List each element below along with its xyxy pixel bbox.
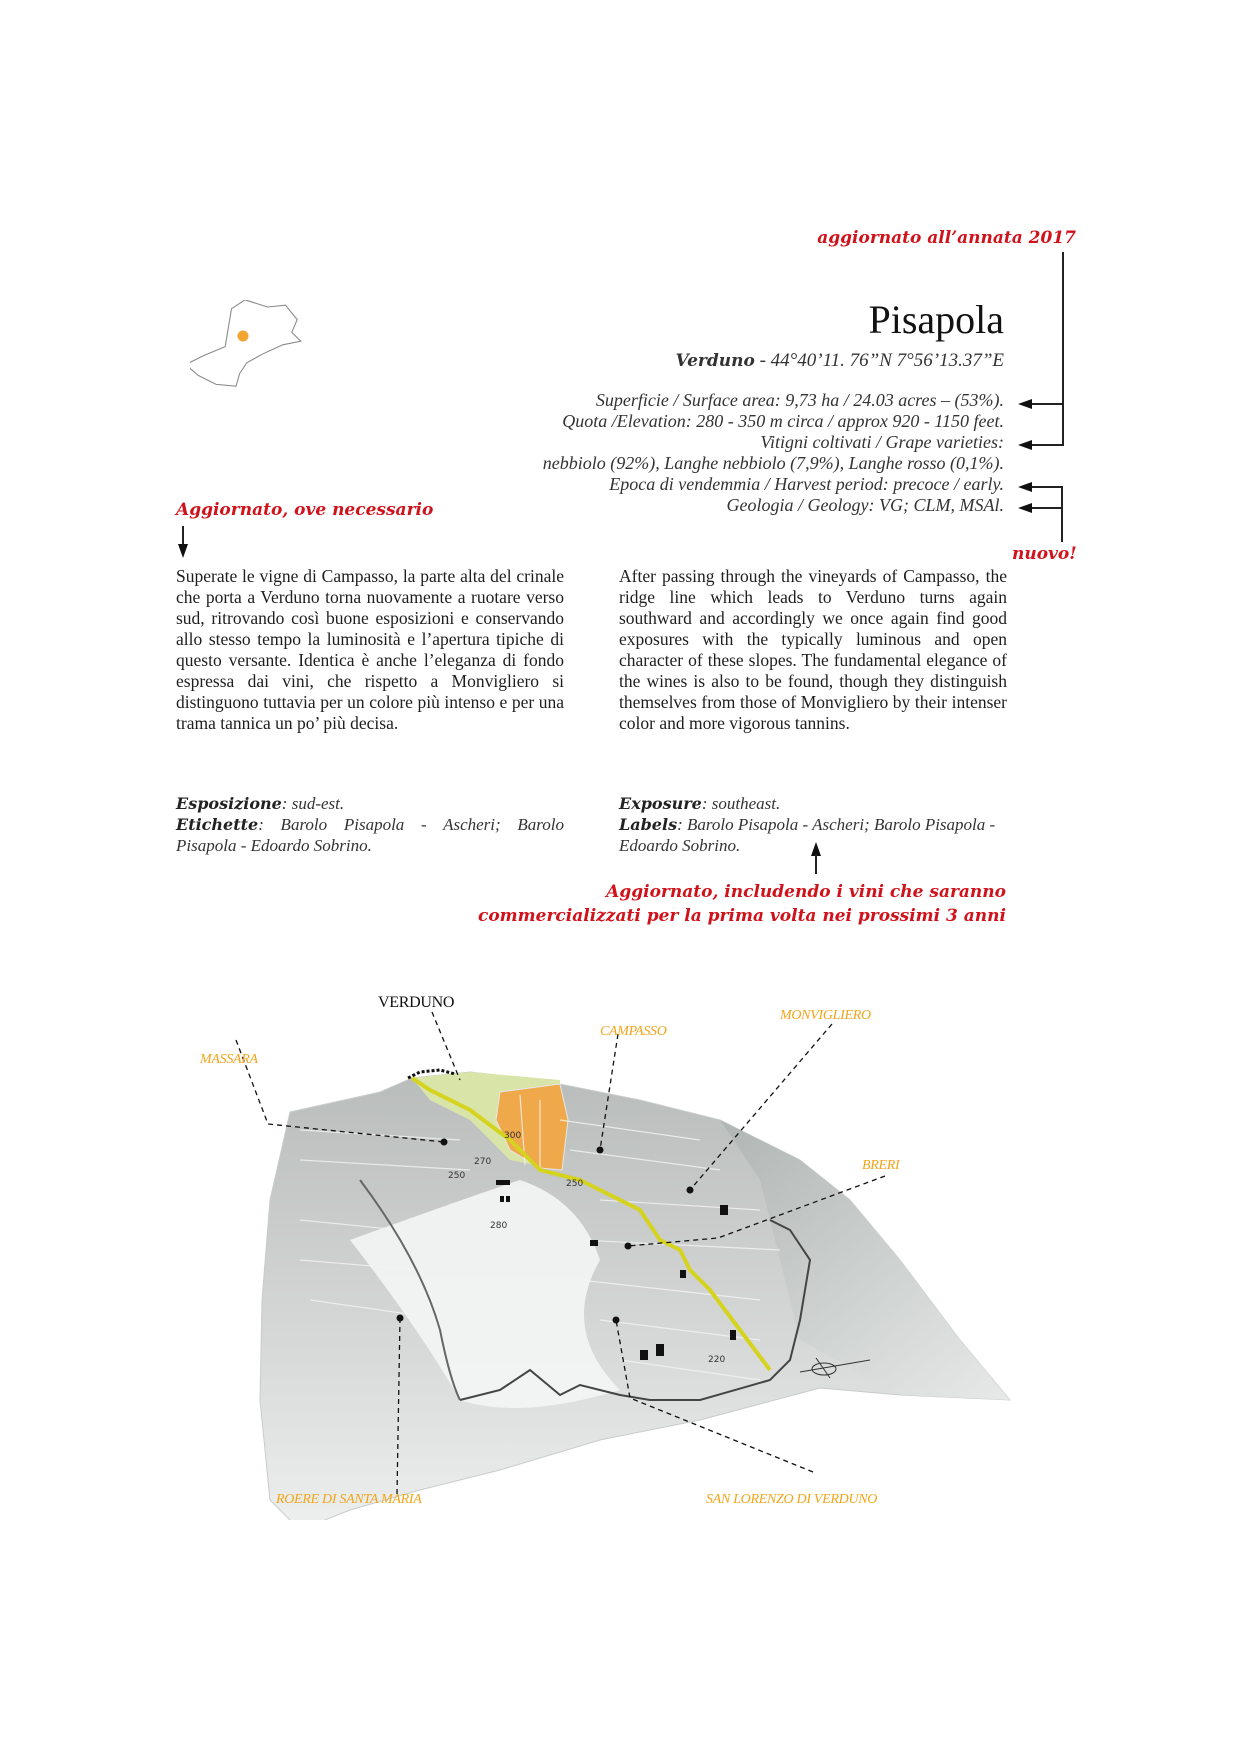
commune-outline [190, 300, 301, 386]
map-label-massara: MASSARA [200, 1052, 258, 1067]
annotation-new: nuovo! [1012, 544, 1077, 564]
fact-elevation: Quota /Elevation: 280 - 350 m circa / approx 920 - 1150 feet. [562, 411, 1004, 431]
arrow-down-icon [178, 544, 188, 558]
coordinates [675, 350, 1004, 372]
fact-surface: Superficie / Surface area: 9,73 ha / 24.03 acres – (53%). [595, 390, 1004, 410]
annotation-updated-where-needed: Aggiornato, ove necessario [176, 500, 434, 520]
bracket-line-top [1062, 252, 1064, 446]
arrow-up-line [815, 854, 817, 874]
meta-italian [176, 793, 564, 856]
exposure-key-en: Exposure [619, 794, 702, 813]
contour-280: 280 [490, 1221, 508, 1231]
fact-harvest: Epoca di vendemmia / Harvest period: precoce / early. [609, 474, 1004, 494]
arrow-varieties-icon [1018, 440, 1032, 450]
town-name: Verduno [675, 351, 755, 371]
annotation-updated-labels [440, 880, 1006, 928]
map-label-breri: BRERI [862, 1158, 900, 1173]
contour-220: 220 [708, 1355, 726, 1365]
locator-map [190, 300, 310, 400]
exposure-key-it: Esposizione [176, 794, 282, 813]
arrow-down-line [182, 526, 184, 546]
contour-250a: 250 [448, 1171, 466, 1181]
arrow-surface-icon [1018, 399, 1032, 409]
vineyard-map [0, 960, 1240, 1520]
contour-270: 270 [474, 1157, 492, 1167]
vineyard-facts [384, 390, 1004, 516]
arrow-harvest-icon [1018, 482, 1032, 492]
exposure-value-en: : southeast. [701, 794, 781, 813]
exposure-value-it: : sud-est. [281, 794, 345, 813]
contour-300: 300 [504, 1131, 522, 1141]
bracket-tick-varieties [1030, 444, 1064, 446]
map-label-verduno: VERDUNO [378, 994, 455, 1011]
annotation-updated-labels-line1: Aggiornato, includendo i vini che saranno [606, 882, 1006, 902]
bracket-tick-harvest [1030, 486, 1062, 488]
annotation-updated-labels-line2: commercializzati per la prima volta nei prossimi 3 anni [477, 906, 1006, 926]
bracket-line-new [1061, 486, 1063, 542]
page-title: Pisapola [868, 297, 1004, 342]
arrow-geology-icon [1018, 503, 1032, 513]
fact-varieties-label: Vitigni coltivati / Grape varieties: [760, 432, 1004, 452]
map-label-monvigliero: MONVIGLIERO [780, 1008, 871, 1023]
labels-value-en: : Barolo Pisapola - Ascheri; Barolo Pisapola - Edoardo Sobrino. [619, 815, 996, 855]
bracket-tick-surface [1030, 403, 1064, 405]
map-label-roere-di-santa-maria: ROERE DI SANTA MARIA [276, 1492, 422, 1507]
contour-250b: 250 [566, 1179, 584, 1189]
map-label-san-lorenzo-di-verduno: SAN LORENZO DI VERDUNO [706, 1492, 878, 1507]
bracket-tick-geology [1030, 507, 1062, 509]
labels-key-en: Labels [619, 815, 678, 834]
body-text-english: After passing through the vineyards of Campasso, the ridge line which leads to Verduno turns again southward and accordingly we once again find good exposures with the typically luminous and open character of these slopes. The fundamental elegance of the wines is also to be found, though they distinguish themselves from those of Monvigliero by their intenser color and more vigorous tannins. [619, 566, 1007, 733]
body-text-italian: Superate le vigne di Campasso, la parte alta del crinale che porta a Verduno torna nuovamente a ruotare verso sud, ritrovando così buone esposizioni e conservando allo stesso tempo la luminosità e l’apertura tipiche di questo versante. Identica è anche l’eleganza di fondo espressa dai vini, che rispetto a Monvigliero si distinguono tuttavia per un colore più intenso e per una trama tannica un po’ più decisa. [176, 566, 564, 733]
fact-geology: Geologia / Geology: VG; CLM, MSAl. [726, 495, 1004, 515]
annotation-updated-vintage: aggiornato all’annata 2017 [817, 228, 1076, 248]
labels-value-it: : Barolo Pisapola - Ascheri; Barolo Pisapola - Edoardo Sobrino. [176, 815, 564, 855]
labels-key-it: Etichette [176, 815, 259, 834]
map-label-campasso: CAMPASSO [600, 1024, 667, 1039]
coordinates-value: - 44°40’11. 76”N 7°56’13.37”E [754, 350, 1004, 371]
location-dot-icon [238, 331, 249, 342]
fact-varieties: nebbiolo (92%), Langhe nebbiolo (7,9%), Langhe rosso (0,1%). [542, 453, 1004, 473]
